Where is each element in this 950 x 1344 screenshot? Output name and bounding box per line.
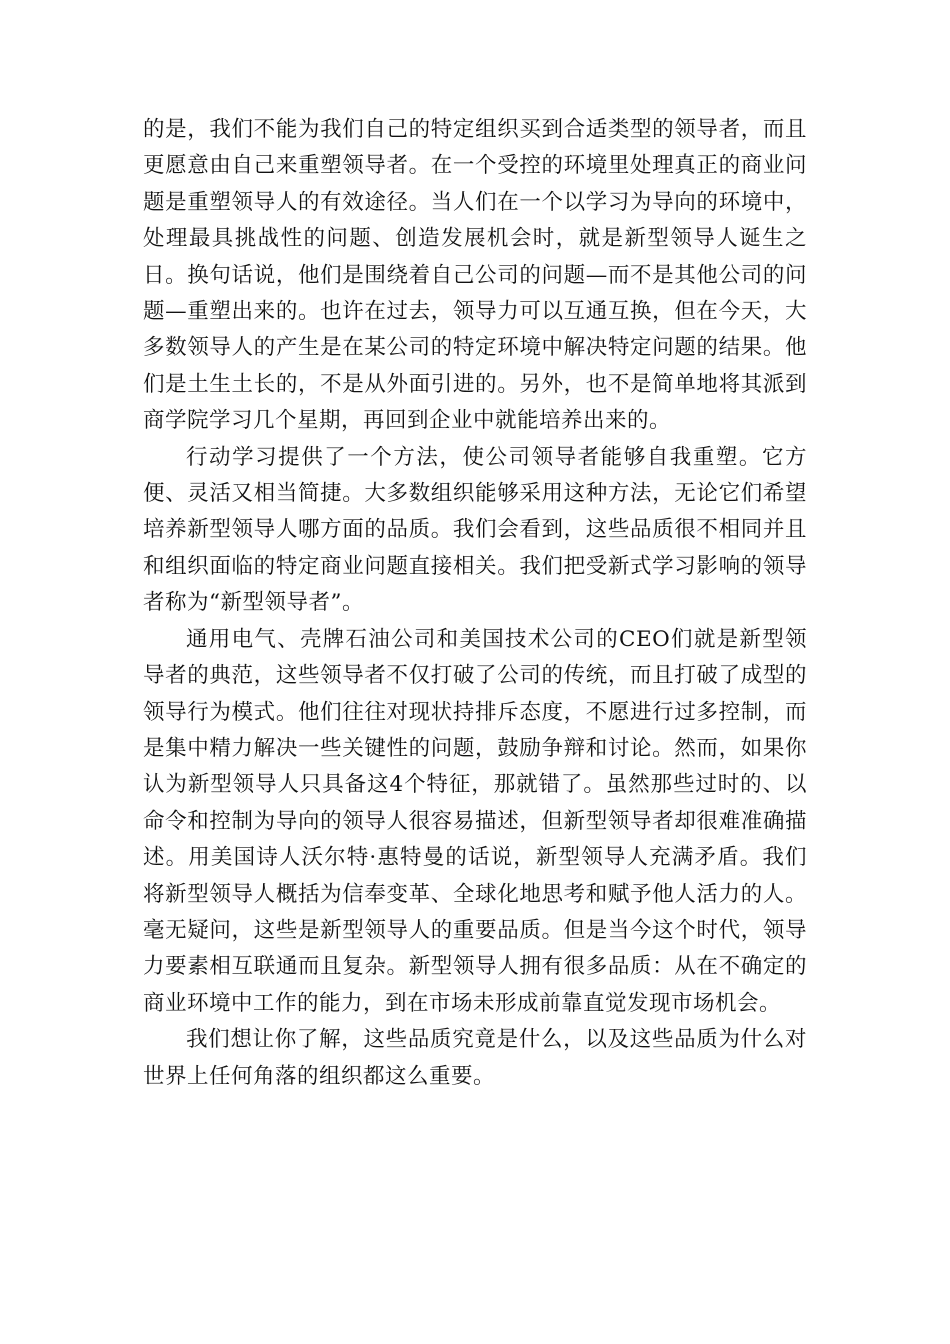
paragraph-3: 通用电气、壳牌石油公司和美国技术公司的CEO们就是新型领导者的典范，这些领导者不仅打破了公司的传统，而且打破了成型的领导行为模式。他们往往对现状持排斥态度，不愿进行过多控制，而是集中精力解决一些关键性的问题，鼓励争辩和讨论。然而，如果你认为新型领导人只具备这4个特征，那就错了。虽然那些过时的、以命令和控制为导向的领导人很容易描述，但新型领导者却很难准确描述。用美国诗人沃尔特·惠特曼的话说，新型领导人充满矛盾。我们将新型领导人概括为信奉变革、全球化地思考和赋予他人活力的人。毫无疑问，这些是新型领导人的重要品质。但是当今这个时代，领导力要素相互联通而且复杂。新型领导人拥有很多品质：从在不确定的商业环境中工作的能力，到在市场未形成前靠直觉发现市场机会。 [143,626,807,1016]
paragraph-1: 的是，我们不能为我们自己的特定组织买到合适类型的领导者，而且更愿意由自己来重塑领导者。在一个受控的环境里处理真正的商业问题是重塑领导人的有效途径。当人们在一个以学习为导向的环境中，处理最具挑战性的问题、创造发展机会时，就是新型领导人诞生之日。换句话说，他们是围绕着自己公司的问题—而不是其他公司的问题—重塑出来的。也许在过去，领导力可以互通互换，但在今天，大多数领导人的产生是在某公司的特定环境中解决特定问题的结果。他们是土生土长的，不是从外面引进的。另外，也不是简单地将其派到商学院学习几个星期，再回到企业中就能培养出来的。 [143,117,807,434]
paragraph-4: 我们想让你了解，这些品质究竟是什么，以及这些品质为什么对世界上任何角落的组织都这么重要。 [143,1027,807,1089]
body-text [143,112,807,1095]
paragraph-2: 行动学习提供了一个方法，使公司领导者能够自我重塑。它方便、灵活又相当简捷。大多数组织能够采用这种方法，无论它们希望培养新型领导人哪方面的品质。我们会看到，这些品质很不相同并且和组织面临的特定商业问题直接相关。我们把受新式学习影响的领导者称为“新型领导者”。 [143,444,807,616]
